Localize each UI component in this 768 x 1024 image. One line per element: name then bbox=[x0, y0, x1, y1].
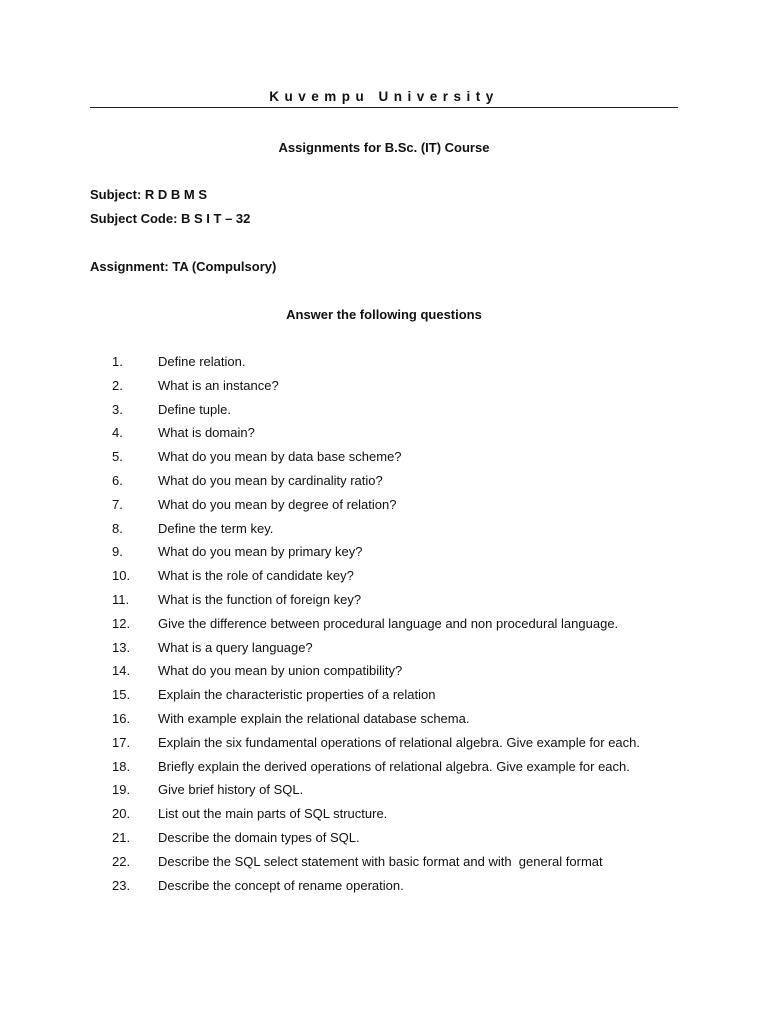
question-number: 18. bbox=[112, 758, 131, 774]
question-text: What do you mean by data base scheme? bbox=[158, 449, 402, 465]
question-item bbox=[0, 828, 768, 852]
question-item bbox=[0, 757, 768, 781]
question-text: What do you mean by cardinality ratio? bbox=[158, 472, 383, 488]
question-text: With example explain the relational database schema. bbox=[158, 710, 470, 726]
question-item bbox=[0, 876, 768, 900]
subject-code-line: Subject Code: B S I T – 32 bbox=[90, 211, 251, 226]
question-number: 16. bbox=[112, 710, 131, 726]
question-text: List out the main parts of SQL structure. bbox=[158, 806, 388, 822]
question-text: Define the term key. bbox=[158, 520, 274, 536]
question-text: Describe the SQL select statement with basic format and with general format bbox=[158, 853, 603, 869]
question-text: Give brief history of SQL. bbox=[158, 782, 304, 798]
question-list bbox=[0, 352, 768, 899]
question-number: 5. bbox=[112, 449, 123, 465]
question-item bbox=[0, 804, 768, 828]
question-text: Give the difference between procedural language and non procedural language. bbox=[158, 615, 619, 631]
question-number: 3. bbox=[112, 401, 123, 417]
question-item bbox=[0, 376, 768, 400]
question-item bbox=[0, 423, 768, 447]
question-item bbox=[0, 447, 768, 471]
question-item bbox=[0, 590, 768, 614]
question-text: Briefly explain the derived operations of relational algebra. Give example for each. bbox=[158, 758, 630, 774]
question-number: 11. bbox=[112, 591, 130, 607]
question-text: Define relation. bbox=[158, 354, 246, 369]
question-item bbox=[0, 471, 768, 495]
question-number: 23. bbox=[112, 877, 131, 893]
question-text: What is an instance? bbox=[158, 377, 279, 393]
question-item bbox=[0, 852, 768, 876]
question-item bbox=[0, 685, 768, 709]
question-item bbox=[0, 542, 768, 566]
question-text: What is the function of foreign key? bbox=[158, 591, 362, 607]
question-number: 12. bbox=[112, 615, 131, 631]
question-text: What do you mean by union compatibility? bbox=[158, 663, 403, 679]
question-number: 2. bbox=[112, 377, 123, 393]
question-number: 4. bbox=[112, 425, 123, 441]
question-number: 21. bbox=[112, 829, 131, 845]
question-number: 13. bbox=[112, 639, 131, 655]
question-item bbox=[0, 400, 768, 424]
question-item bbox=[0, 638, 768, 662]
instruction-heading: Answer the following questions bbox=[286, 307, 482, 322]
question-item bbox=[0, 566, 768, 590]
question-number: 6. bbox=[112, 472, 123, 488]
question-text: Describe the domain types of SQL. bbox=[158, 829, 360, 845]
question-number: 9. bbox=[112, 544, 123, 560]
question-number: 8. bbox=[112, 520, 123, 536]
question-item bbox=[0, 352, 768, 376]
question-text: Describe the concept of rename operation. bbox=[158, 877, 404, 893]
question-number: 7. bbox=[112, 496, 123, 512]
question-number: 19. bbox=[112, 782, 131, 798]
question-item bbox=[0, 519, 768, 543]
course-title: Assignments for B.Sc. (IT) Course bbox=[278, 140, 490, 155]
question-text: What do you mean by primary key? bbox=[158, 544, 363, 560]
university-title: Kuvempu University bbox=[269, 89, 499, 104]
question-text: Explain the six fundamental operations of relational algebra. Give example for each. bbox=[158, 734, 641, 750]
question-item bbox=[0, 733, 768, 757]
subject-line: Subject: R D B M S bbox=[90, 187, 208, 202]
question-number: 17. bbox=[112, 734, 131, 750]
question-text: What do you mean by degree of relation? bbox=[158, 496, 397, 512]
question-item bbox=[0, 495, 768, 519]
question-item bbox=[0, 709, 768, 733]
question-number: 14. bbox=[112, 663, 131, 679]
question-number: 15. bbox=[112, 687, 131, 703]
question-number: 10. bbox=[112, 568, 131, 584]
question-item bbox=[0, 780, 768, 804]
question-number: 22. bbox=[112, 853, 131, 869]
header-rule bbox=[90, 107, 678, 108]
question-text: Explain the characteristic properties of a relation bbox=[158, 687, 436, 703]
question-text: Define tuple. bbox=[158, 401, 231, 417]
question-item bbox=[0, 614, 768, 638]
question-number: 1. bbox=[112, 354, 123, 369]
question-item bbox=[0, 661, 768, 685]
question-number: 20. bbox=[112, 806, 131, 822]
assignment-line: Assignment: TA (Compulsory) bbox=[90, 259, 277, 274]
question-text: What is domain? bbox=[158, 425, 255, 441]
question-text: What is the role of candidate key? bbox=[158, 568, 354, 584]
question-text: What is a query language? bbox=[158, 639, 313, 655]
